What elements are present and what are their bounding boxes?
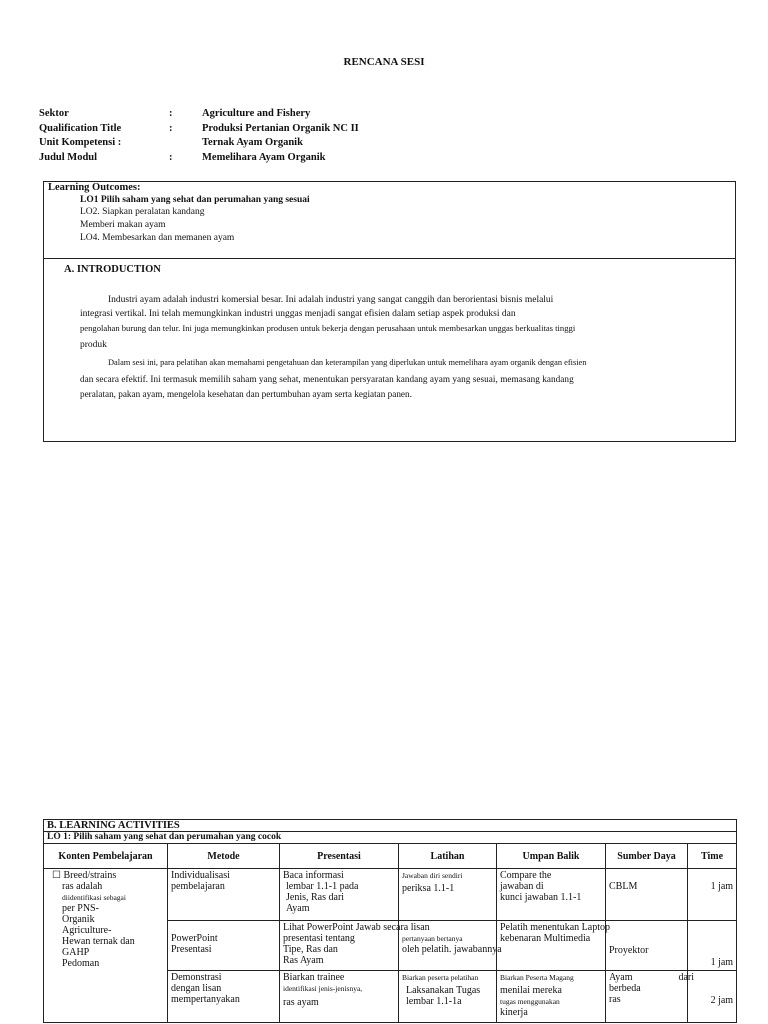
presentasi-line: ras ayam	[283, 997, 319, 1008]
sumber-line: ras	[609, 994, 621, 1005]
latihan-line: oleh pelatih. jawabannya	[402, 944, 502, 955]
umpan-line: menilai mereka	[500, 985, 562, 996]
header-label-qualification: Qualification Title	[39, 123, 122, 134]
col-metode: Metode	[168, 844, 280, 869]
header-value-modul: Memelihara Ayam Organik	[202, 152, 326, 163]
umpan-line: Pelatih menentukan Laptop	[500, 922, 610, 933]
header-label-modul: Judul Modul	[39, 152, 98, 163]
presentasi-line: presentasi tentang	[283, 933, 355, 944]
time-cell: 1 jam	[688, 921, 737, 971]
umpan-line: Biarkan Peserta Magang	[500, 973, 574, 982]
metode-line: Demonstrasi	[171, 972, 222, 983]
umpan-line: kunci jawaban 1.1-1	[500, 892, 582, 903]
sumber-line: berbeda	[609, 983, 641, 994]
konten-line: GAHP	[62, 947, 90, 958]
latihan-line: Laksanakan Tugas	[406, 985, 481, 996]
intro-p2-line3: peralatan, pakan ayam, mengelola kesehatan dan pertumbuhan ayam serta kegiatan panen.	[80, 389, 412, 399]
presentasi-line: Baca informasi	[283, 870, 344, 881]
divider	[43, 258, 736, 259]
metode-cell	[168, 971, 280, 1023]
metode-line: pembelajaran	[171, 881, 225, 892]
latihan-cell	[399, 971, 497, 1023]
presentasi-cell	[280, 869, 399, 921]
umpan-balik-cell	[497, 971, 606, 1023]
metode-line: Presentasi	[171, 944, 212, 955]
presentasi-line: Jenis, Ras dari	[286, 892, 345, 903]
header-label-sektor: Sektor	[39, 108, 69, 119]
header-value-qualification: Produksi Pertanian Organik NC II	[202, 123, 359, 134]
lo1-row: LO 1: Pilih saham yang sehat dan perumahan yang cocok	[44, 832, 737, 844]
latihan-line: periksa 1.1-1	[402, 883, 455, 894]
konten-line: diidentifikasi sebagai	[62, 893, 126, 902]
umpan-line: kinerja	[500, 1007, 528, 1018]
presentasi-line: Ayam	[286, 903, 310, 914]
presentasi-line: Tipe, Ras dan	[283, 944, 338, 955]
learning-activities-table	[43, 819, 737, 1023]
header-sep: :	[169, 123, 173, 134]
presentasi-line: Biarkan trainee	[283, 972, 345, 983]
metode-line: Individualisasi	[171, 870, 230, 881]
activities-heading: B. LEARNING ACTIVITIES	[44, 820, 737, 832]
header-sep: :	[169, 152, 173, 163]
sumber-cell	[606, 971, 694, 1023]
intro-p2-line2: dan secara efektif. Ini termasuk memilih saham yang sehat, menentukan persyaratan kandang ayam yang sesuai, memasang kandang	[80, 374, 574, 384]
lo2-text: LO2. Siapkan peralatan kandang	[80, 207, 205, 217]
col-umpan-balik: Umpan Balik	[497, 844, 606, 869]
latihan-line: lembar 1.1-1a	[406, 996, 462, 1007]
latihan-line: pertanyaan bertanya	[402, 934, 463, 943]
sumber-cell: CBLM	[606, 869, 688, 921]
metode-line: dengan lisan	[171, 983, 222, 994]
lo1-text: LO1 Pilih saham yang sehat dan perumahan yang sesuai	[80, 195, 310, 205]
intro-p1-line3: pengolahan burung dan telur. Ini juga memungkinkan produsen untuk bekerja dengan perusahaan untuk membesarkan unggas berkualitas tinggi	[80, 323, 576, 333]
time-cell: 1 jam	[688, 869, 737, 921]
col-konten: Konten Pembelajaran	[44, 844, 168, 869]
umpan-line: Compare the	[500, 870, 552, 881]
page-title: RENCANA SESI	[343, 56, 425, 68]
konten-line: ☐ Breed/strains	[52, 870, 117, 881]
intro-p1-line2: integrasi vertikal. Ini telah memungkinkan industri unggas menjadi sangat efisien dalam setiap aspek produksi dan	[80, 309, 516, 319]
sumber-line: Ayam	[609, 972, 633, 983]
konten-line: Hewan ternak dan	[62, 936, 135, 947]
lo4-text: LO4. Membesarkan dan memanen ayam	[80, 233, 235, 243]
presentasi-cell	[280, 921, 430, 971]
presentasi-line: Lihat PowerPoint Jawab secara lisan	[283, 922, 430, 933]
metode-line: mempertanyakan	[171, 994, 240, 1005]
header-sep: :	[169, 108, 173, 119]
presentasi-line: Ras Ayam	[283, 955, 324, 966]
latihan-line: Biarkan peserta pelatihan	[402, 973, 479, 982]
table-row	[44, 869, 737, 921]
intro-p1-line4: produk	[80, 340, 107, 350]
konten-line: Organik	[62, 914, 95, 925]
metode-line: PowerPoint	[171, 933, 218, 944]
konten-line: Pedoman	[62, 958, 100, 969]
sumber-cell: Proyektor	[606, 921, 688, 971]
introduction-heading: A. INTRODUCTION	[64, 264, 161, 275]
konten-line: Agriculture-	[62, 925, 112, 936]
umpan-balik-cell	[497, 921, 610, 971]
time-cell: 2 jam	[688, 971, 737, 1023]
column-headers	[44, 844, 737, 869]
lo3-text: Memberi makan ayam	[80, 220, 166, 230]
learning-outcomes-heading: Learning Outcomes:	[48, 182, 141, 193]
header-value-unit: Ternak Ayam Organik	[202, 137, 303, 148]
presentasi-line: lembar 1.1-1 pada	[286, 881, 359, 892]
umpan-balik-cell	[497, 869, 606, 921]
latihan-line: Jawaban diri sendiri	[402, 871, 463, 880]
umpan-line: tugas menggunakan	[500, 997, 560, 1006]
intro-p1-line1: Industri ayam adalah industri komersial besar. Ini adalah industri yang sangat canggih dan berorientasi bisnis melalui	[108, 295, 554, 305]
konten-line: ras adalah	[62, 881, 103, 892]
intro-p2-line1: Dalam sesi ini, para pelatihan akan memahami pengetahuan dan keterampilan yang diperlukan untuk memelihara ayam organik dengan efisien	[108, 358, 587, 367]
sumber-line: dari	[678, 972, 694, 983]
umpan-line: kebenaran Multimedia	[500, 933, 591, 944]
presentasi-cell	[280, 971, 399, 1023]
col-time: Time	[688, 844, 737, 869]
col-presentasi: Presentasi	[280, 844, 399, 869]
umpan-line: jawaban di	[500, 881, 544, 892]
col-latihan: Latihan	[399, 844, 497, 869]
konten-cell	[44, 869, 168, 1023]
metode-cell	[168, 869, 280, 921]
col-sumber-daya: Sumber Daya	[606, 844, 688, 869]
presentasi-line: identifikasi jenis-jenisnya,	[283, 984, 363, 993]
konten-line: per PNS-	[62, 903, 99, 914]
latihan-cell	[399, 869, 497, 921]
metode-cell	[168, 921, 280, 971]
header-value-sektor: Agriculture and Fishery	[202, 108, 311, 119]
header-label-unit: Unit Kompetensi :	[39, 137, 122, 148]
